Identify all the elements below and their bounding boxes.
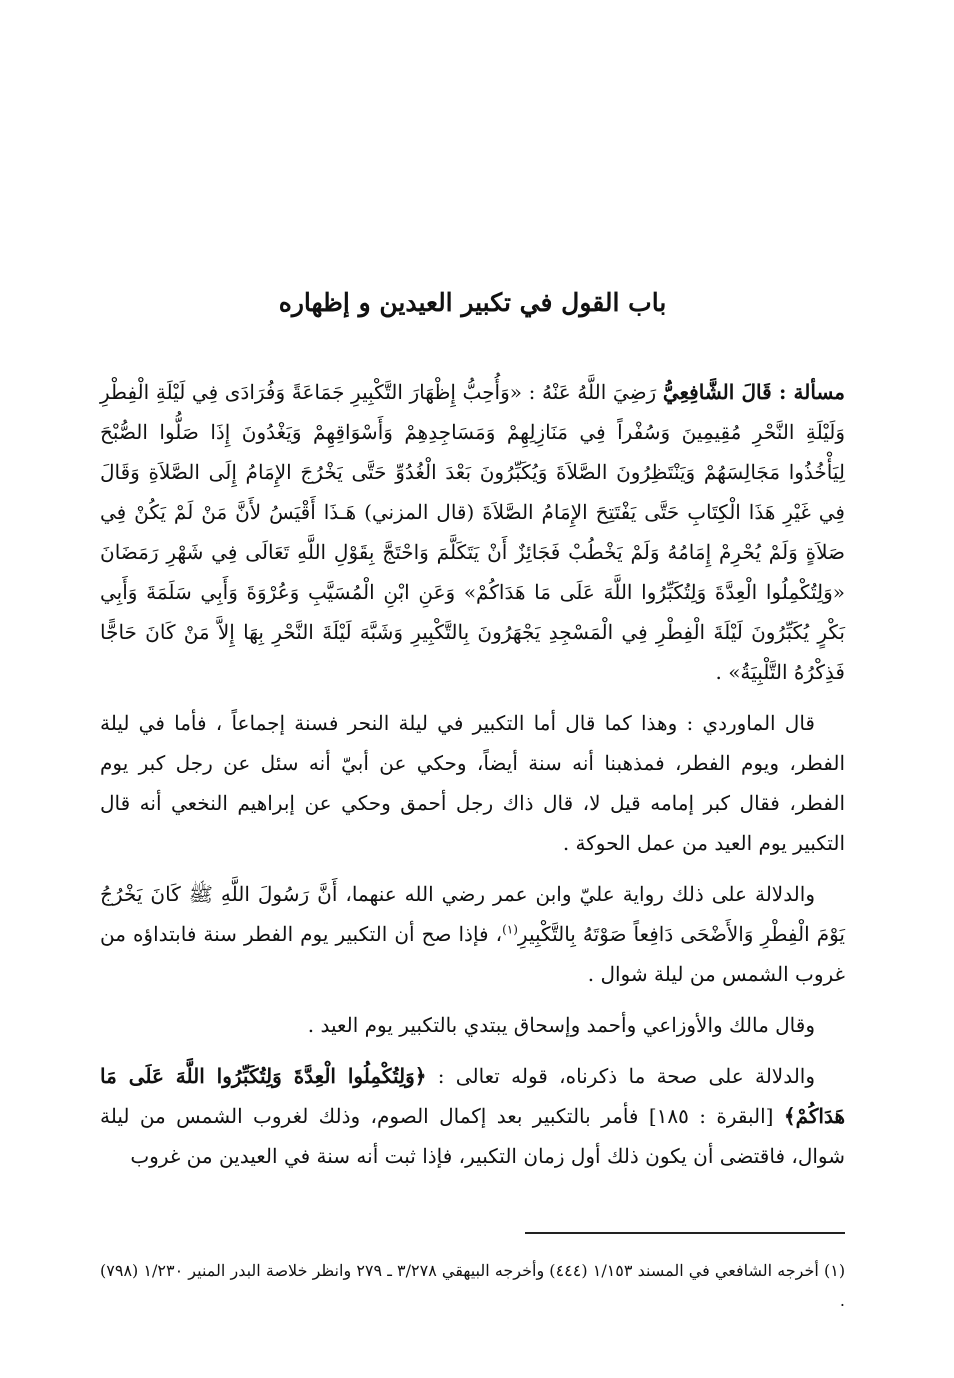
hadith-text-a: والدلالة على ذلك رواية عليّ وابن عمر رضي الله عنهما، أَنَّ رَسُولَ اللَّهِ ﷺ كَانَ يَخْرُجُ يَوْمَ الْفِطْرِ وَالأَضْحَى دَافِعاً صَوْتَهُ بِالتَّكْبِيرِ	[100, 882, 845, 946]
footnote-1: (١) أخرجه الشافعي في المسند ١/١٥٣ (٤٤٤) وأخرجه البيهقي ٣/٢٧٨ ـ ٢٧٩ وانظر خلاصة البدر المنير ١/٢٣٠ (٧٩٨) .	[100, 1261, 846, 1310]
hadith-text-b: ، فإذا صح أن التكبير يوم الفطر سنة فابتداؤه من غروب الشمس من ليلة شوال .	[100, 922, 845, 986]
paragraph-evidence-hadith	[100, 874, 845, 994]
verse-commentary: [البقرة : ١٨٥] فأمر بالتكبير بعد إكمال الصوم، وذلك لغروب الشمس من ليلة شوال، فاقتضى أن يكون ذلك أول زمان التكبير، فإذا ثبت أنه سنة في العيدين من غروب	[100, 1104, 845, 1168]
page-body	[100, 372, 845, 1176]
quran-verse: ﴿وَلِتُكْمِلُوا الْعِدَّةَ وَلِتُكَبِّرُوا اللَّهَ عَلَى مَا هَدَاكُمْ﴾	[100, 1064, 846, 1128]
paragraph-evidence-verse	[100, 1056, 845, 1176]
paragraph-malik	[100, 1005, 845, 1045]
book-page	[100, 0, 845, 1378]
malik-text: وقال مالك والأوزاعي وأحمد وإسحاق يبتدي بالتكبير يوم العيد .	[307, 1013, 815, 1037]
mawardi-text: قال الماوردي : وهذا كما قال أما التكبير في ليلة النحر فسنة إجماعاً ، فأما في ليلة الفطر، ويوم الفطر، فمذهبنا أنه سنة أيضاً، وحكي عن أبيّ أنه سئل عن رجل كبر يوم الفطر، فقال كبر إمامه قيل لا، قال ذاك رجل أحمق وحكي عن إبراهيم النخعي أنه قال التكبير يوم العيد من عمل الحوكة .	[100, 711, 845, 855]
footnote-marker[interactable]: (١)	[502, 922, 518, 937]
paragraph-mawardi	[100, 703, 845, 863]
chapter-title: باب القول في تكبير العيدين و إظهاره	[278, 288, 667, 317]
verse-intro: والدلالة على صحة ما ذكرناه، قوله تعالى :	[437, 1064, 816, 1088]
paragraph-masala	[100, 372, 845, 692]
footnote-divider	[525, 1232, 845, 1234]
masala-text: رَضِيَ اللَّهُ عَنْهُ : «وَأُحِبُّ إِظْهَارَ التَّكْبِيرِ جَمَاعَةً وَفُرَادَى فِي لَيْلَةِ الْفِطْرِ وَلَيْلَةِ النَّحْرِ مُقِيمِينَ وَسُفْراً فِي مَنَازِلِهِمْ وَمَسَاجِدِهِمْ وَأَسْوَاقِهِمْ وَيَغْدُونَ إِذَا صَلُّوا الصُّبْحَ لِيَأْخُذُوا مَجَالِسَهُمْ وَيَنْتَظِرُونَ الصَّلاَةَ وَيُكَبِّرُونَ بَعْدَ الْغُدُوِّ حَتَّى يَخْرُجَ الإِمَامُ إِلَى الصَّلاَةِ وَقَالَ فِي غَيْرِ هَذَا الْكِتَابِ حَتَّى يَفْتَتِحَ الإِمَامُ الصَّلاَةَ (قال المزني) هَـذَا أَقْيَسُ لأَنَّ مَنْ لَمْ يَكُنْ فِي صَلاَةٍ وَلَمْ يُحْرِمْ إِمَامُهُ وَلَمْ يَخْطُبْ فَجَائِزٌ أَنْ يَتَكَلَّمَ وَاحْتَجَّ بِقَوْلِ اللَّهِ تَعَالَى فِي شَهْرِ رَمَضَانَ «وَلِتُكْمِلُوا الْعِدَّةَ وَلِتُكَبِّرُوا اللَّهَ عَلَى مَا هَدَاكُمْ» وَعَنِ ابْنِ الْمُسَيَّبِ وَعُرْوَةَ وَأَبِي سَلَمَةَ وَأَبِي بَكْرٍ يُكَبِّرُونَ لَيْلَةَ الْفِطْرِ فِي الْمَسْجِدِ يَجْهَرُونَ بِالتَّكْبِيرِ وَشَبَّهَ لَيْلَةَ النَّحْرِ بِهَا إِلاَّ مَنْ كَانَ حَاجًّا فَذِكْرُهُ التَّلْبِيَةُ» .	[100, 380, 845, 684]
masala-lead: مسألة : قَالَ الشَّافِعِيُّ	[662, 380, 846, 404]
